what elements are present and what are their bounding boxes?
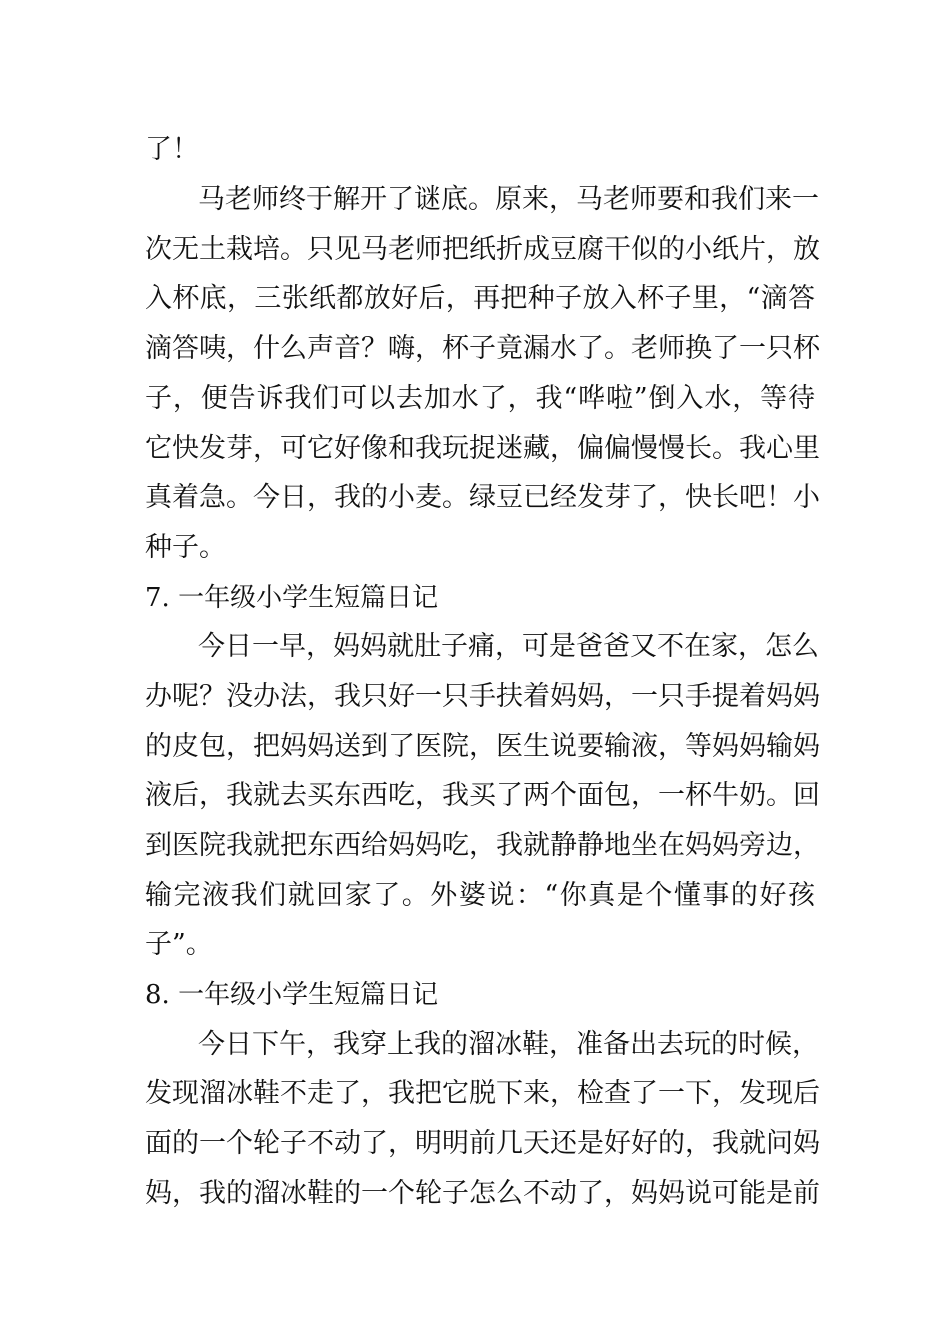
paragraph-first-line: 今日下午，我穿上我的溜冰鞋，准备出去玩的时候， xyxy=(198,1029,819,1060)
text-line: 了！ xyxy=(145,134,199,165)
paragraph-first-line: 马老师终于解开了谜底。原来，马老师要和我们来一 xyxy=(198,184,819,215)
text-line: 发现溜冰鞋不走了，我把它脱下来，检查了一下，发现后 xyxy=(145,1078,820,1109)
text-line: 种子。 xyxy=(145,532,226,563)
text-line: 办呢？没办法，我只好一只手扶着妈妈，一只手提着妈妈 xyxy=(145,681,820,712)
section-heading: 8. 一年级小学生短篇日记 xyxy=(145,980,439,1010)
paragraph-first-line: 今日一早，妈妈就肚子痛，可是爸爸又不在家，怎么 xyxy=(198,631,819,662)
section-heading: 7. 一年级小学生短篇日记 xyxy=(145,583,439,613)
text-line: 真着急。今日，我的小麦。绿豆已经发芽了，快长吧！小 xyxy=(145,482,820,513)
text-line: 滴答咦，什么声音？嗨，杯子竟漏水了。老师换了一只杯 xyxy=(145,333,820,364)
text-line: 液后，我就去买东西吃，我买了两个面包，一杯牛奶。回 xyxy=(145,780,820,811)
text-line: 妈，我的溜冰鞋的一个轮子怎么不动了，妈妈说可能是前 xyxy=(145,1178,820,1209)
text-line: 输完液我们就回家了。外婆说：“你真是个懂事的好孩 xyxy=(145,880,815,911)
text-line: 入杯底，三张纸都放好后，再把种子放入杯子里，“滴答 xyxy=(145,283,815,314)
text-line: 到医院我就把东西给妈妈吃，我就静静地坐在妈妈旁边， xyxy=(145,830,820,861)
text-line: 子”。 xyxy=(145,929,213,960)
text-line: 它快发芽，可它好像和我玩捉迷藏，偏偏慢慢长。我心里 xyxy=(145,433,820,464)
text-line: 的皮包，把妈妈送到了医院，医生说要输液，等妈妈输妈 xyxy=(145,731,820,762)
text-line: 次无土栽培。只见马老师把纸折成豆腐干似的小纸片，放 xyxy=(145,234,820,265)
text-line: 面的一个轮子不动了，明明前几天还是好好的，我就问妈 xyxy=(145,1128,820,1159)
text-line: 子，便告诉我们可以去加水了，我“哗啦”倒入水，等待 xyxy=(145,383,815,414)
